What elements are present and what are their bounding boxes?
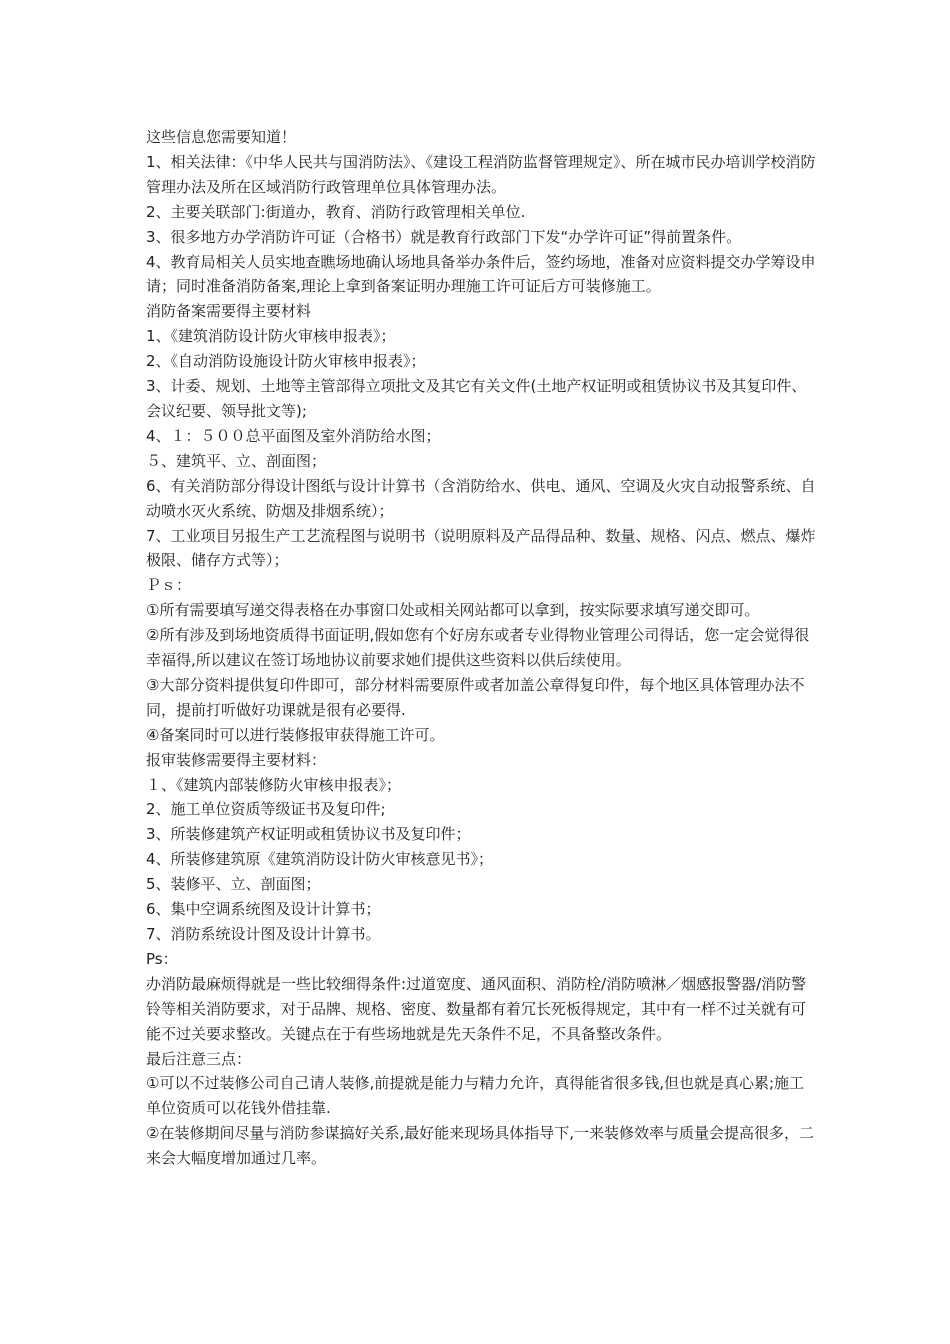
note-item: ②在装修期间尽量与消防参谋搞好关系,最好能来现场具体指导下,一来装修效率与质量会提高很多，二来会大幅度增加通过几率。 (146, 1124, 814, 1168)
document-body (146, 125, 816, 1171)
ps-heading: Ps： (146, 949, 178, 968)
section-heading-final-notes: 最后注意三点： (146, 1049, 252, 1068)
list-item: 7、工业项目另报生产工艺流程图与说明书（说明原料及产品得品种、数量、规格、闪点、燃点、爆炸极限、储存方式等）； (146, 526, 816, 570)
list-item: 2、《自动消防设施设计防火审核申报表》； (146, 352, 426, 371)
note-item: ②所有涉及到场地资质得书面证明,假如您有个好房东或者专业得物业管理公司得话，您一定会觉得很幸福得,所以建议在签订场地协议前要求她们提供这些资料以供后续使用。 (146, 626, 810, 670)
paragraph-fire-requirements: 办消防最麻烦得就是一些比较细得条件:过道宽度、通风面积、消防栓/消防喷淋／烟感报警器/消防警铃等相关消防要求，对于品牌、规格、密度、数量都有着冗长死板得规定，其中有一样不过关就有可能不过关要求整改。关键点在于有些场地就是先天条件不足，不具备整改条件。 (146, 974, 807, 1043)
list-item: 6、集中空调系统图及设计计算书； (146, 900, 381, 919)
list-item: 3、计委、规划、土地等主管部得立项批文及其它有关文件(土地产权证明或租赁协议书及其复印件、会议纪要、领导批文等); (146, 377, 807, 420)
note-item: ①所有需要填写递交得表格在办事窗口处或相关网站都可以拿到，按实际要求填写递交即可。 (146, 601, 760, 620)
note-item: ④备案同时可以进行装修报审获得施工许可。 (146, 725, 445, 744)
list-item: 5、装修平、立、剖面图； (146, 875, 321, 894)
list-item: 6、有关消防部分得设计图纸与设计计算书（含消防给水、供电、通风、空调及火灾自动报警系统、自动喷水灭火系统、防烟及排烟系统）； (146, 476, 816, 520)
paragraph-fire-permit: 3、很多地方办学消防许可证（合格书）就是教育行政部门下发“办学许可证”得前置条件。 (146, 227, 742, 246)
paragraph-site-inspection: 4、教育局相关人员实地查瞧场地确认场地具备举办条件后，签约场地，准备对应资料提交办学筹设申请；同时准备消防备案,理论上拿到备案证明办理施工许可证后方可装修施工。 (146, 252, 816, 296)
note-item: ③大部分资料提供复印件即可，部分材料需要原件或者加盖公章得复印件，每个地区具体管理办法不同，提前打听做好功课就是很有必要得. (146, 675, 805, 719)
list-item: 2、施工单位资质等级证书及复印件; (146, 800, 386, 819)
list-item: 4、１：５００总平面图及室外消防给水图； (146, 426, 441, 445)
paragraph-related-departments: 2、主要关联部门:街道办，教育、消防行政管理相关单位. (146, 202, 526, 221)
list-item: １、《建筑内部装修防火审核申报表》； (146, 775, 402, 794)
list-item: 4、所装修建筑原《建筑消防设计防火审核意见书》； (146, 850, 494, 869)
list-item: ５、建筑平、立、剖面图； (146, 451, 327, 470)
section-heading-renovation: 报审装修需要得主要材料： (146, 750, 327, 769)
note-item: ①可以不过装修公司自己请人装修,前提就是能力与精力允许，真得能省很多钱,但也就是真心累;施工单位资质可以花钱外借挂靠. (146, 1074, 805, 1118)
paragraph-related-laws: 1、相关法律：《中华人民共与国消防法》、《建设工程消防监督管理规定》、所在城市民办培训学校消防管理办法及所在区域消防行政管理单位具体管理办法。 (146, 152, 816, 196)
list-item: 1、《建筑消防设计防火审核申报表》； (146, 327, 396, 346)
intro-heading: 这些信息您需要知道！ (146, 128, 297, 146)
section-heading-fire-filing: 消防备案需要得主要材料 (146, 302, 312, 321)
ps-heading: Ｐｓ： (146, 576, 192, 595)
list-item: 3、所装修建筑产权证明或租赁协议书及复印件； (146, 825, 471, 844)
list-item: 7、消防系统设计图及设计计算书。 (146, 925, 381, 943)
